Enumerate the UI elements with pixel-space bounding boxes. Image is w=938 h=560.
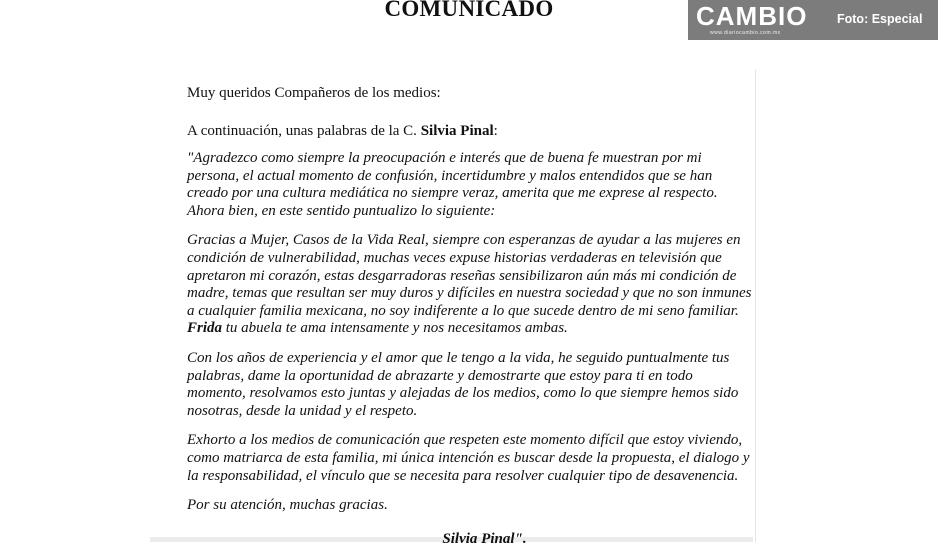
photo-credit: Foto: Especial <box>837 12 923 26</box>
intro-name: Silvia Pinal <box>420 123 494 139</box>
paragraph-2 <box>187 232 752 338</box>
signature-tail: ". <box>514 530 527 547</box>
cambio-url: www.diariocambio.com.mx <box>710 30 781 36</box>
signature <box>187 531 752 549</box>
letter-body <box>187 82 752 560</box>
paragraph-3: Con los años de experiencia y el amor que le tengo a la vida, he seguido puntualmente tus palabras, dame la oportunidad de abrazarte y demostrarte que estoy para ti en todo momento, resolvamos esto juntas y alejadas de los medios, como lo que siempre hemos sido nosotras, desde la unidad y el respeto. <box>187 349 739 419</box>
paragraph-1: "Agradezco como siempre la preocupación e interés que de buena fe muestran por mi persona, el actual momento de confusión, incertidumbre y malos entendidos que se han creado por una cultura mediática no siempre veraz, amerita que me exprese al respecto. Ahora bien, en este sentido puntualizo lo siguiente: <box>187 150 718 219</box>
paragraph-4: Exhorto a los medios de comunicación que respeten este momento difícil que estoy viviendo, como matriarca de esta familia, mi única intención es buscar desde la propuesta, el dialogo y la responsabilidad, el vínculo que se necesita para resolver cualquier tipo de desavenencia. <box>187 432 750 484</box>
signature-name: Silvia Pinal <box>442 530 515 547</box>
closing-thanks: Por su atención, muchas gracias. <box>187 497 388 514</box>
page-edge <box>755 70 756 542</box>
intro-prefix: A continuación, unas palabras de la C. <box>187 123 421 139</box>
document-title: COMUNICADO <box>384 0 554 21</box>
paragraph-2-tail: tu abuela te ama intensamente y nos necesitamos ambas. <box>222 320 568 337</box>
watermark-badge <box>688 0 938 40</box>
paragraph-2-name: Frida <box>187 320 223 337</box>
cambio-logo: CAMBIO <box>696 1 808 31</box>
intro-line <box>187 120 752 142</box>
paragraph-2-text: Gracias a Mujer, Casos de la Vida Real, siempre con esperanzas de ayudar a las mujeres en condición de vulnerabilidad, muchas veces expuse historias verdaderas en televisión que apretaron mi corazón, estas desgarradoras reseñas sensibilizaron aún más mi condición de madre, temas que resultan ser muy duros y difíciles en nuestra sociedad y que no son inmunes a cualquier familia mexicana, no soy indiferente a lo que sucede dentro de mi seno familiar. <box>187 232 752 319</box>
intro-suffix: : <box>493 123 498 139</box>
salutation: Muy queridos Compañeros de los medios: <box>187 85 441 101</box>
quoted-statement <box>187 150 752 548</box>
